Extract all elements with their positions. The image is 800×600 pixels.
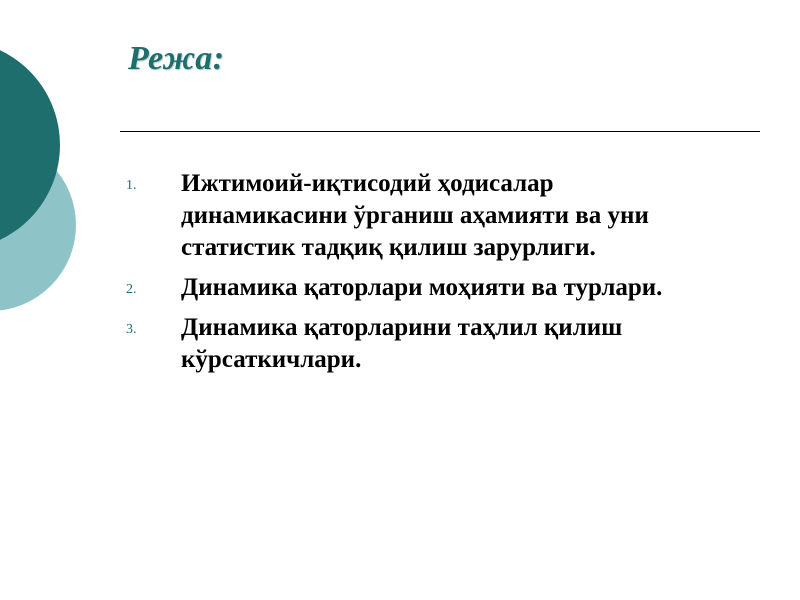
- item-number: 2.: [126, 282, 137, 297]
- agenda-list: [126, 168, 746, 384]
- item-number: 1.: [126, 178, 137, 193]
- item-line: кўрсаткичлари.: [181, 346, 362, 373]
- agenda-item-3: [126, 312, 746, 376]
- title-divider: [120, 131, 760, 132]
- agenda-item-1: [126, 168, 746, 264]
- item-line: Динамика қаторларини таҳлил қилиш: [181, 314, 623, 341]
- item-number: 3.: [126, 322, 137, 337]
- item-line: динамикасини ўрганиш аҳамияти ва уни: [181, 202, 649, 229]
- decorative-circles: [0, 0, 120, 330]
- item-line: Динамика қаторлари моҳияти ва турлари.: [181, 274, 663, 301]
- item-line: статистик тадқиқ қилиш зарурлиги.: [181, 234, 596, 261]
- item-line: Ижтимоий-иқтисодий ҳодисалар: [181, 170, 554, 197]
- slide-title: Режа:: [128, 40, 225, 77]
- agenda-item-2: [126, 272, 746, 304]
